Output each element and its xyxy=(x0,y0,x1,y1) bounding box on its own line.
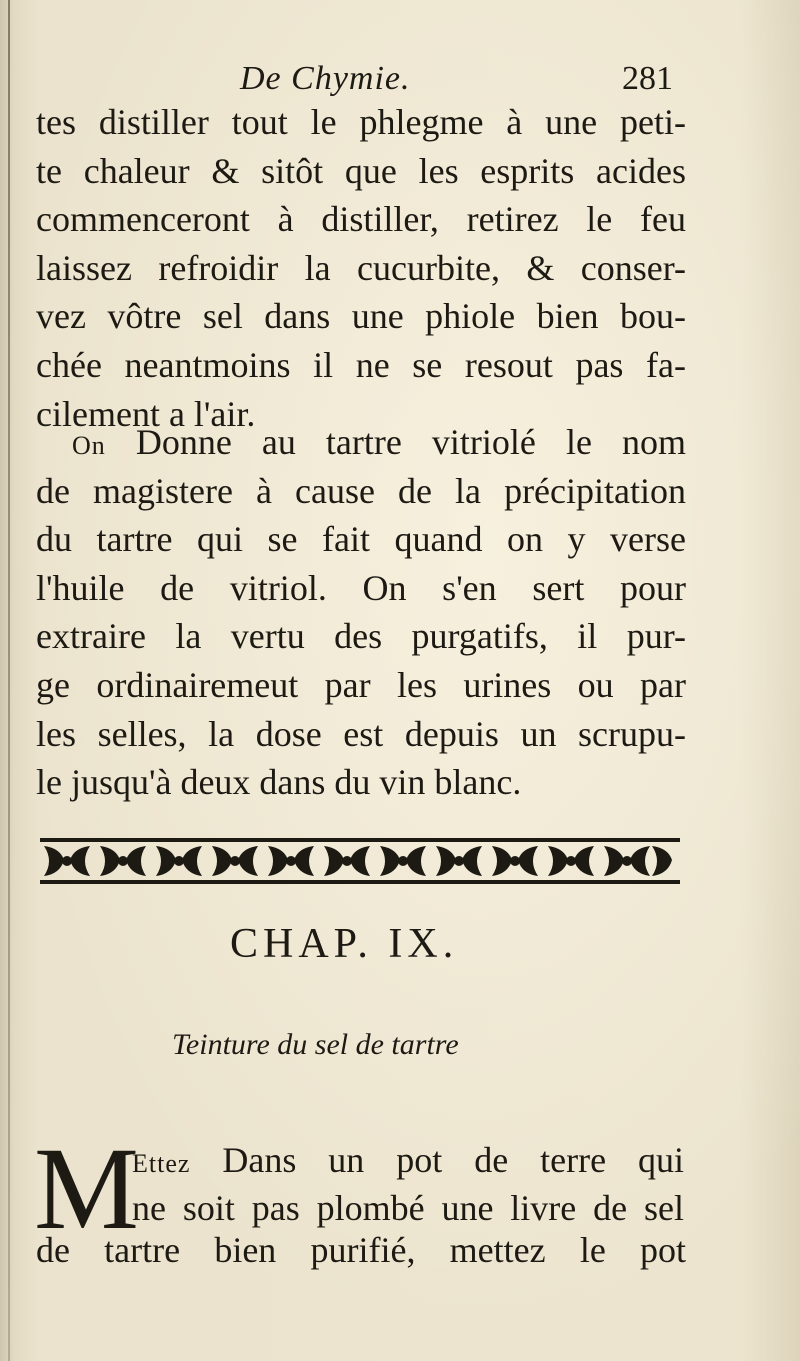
text-line-rest: Donne au tartre vitriolé le nom xyxy=(105,422,686,462)
chapter-subtitle: Teinture du sel de tartre xyxy=(172,1028,459,1061)
text-line: chée neantmoins il ne se resout pas fa- xyxy=(36,344,686,385)
paragraph-continued xyxy=(36,98,686,438)
text-line: vez vôtre sel dans une phiole bien bou- xyxy=(36,296,686,337)
text-line-rest: Dans un pot de terre qui xyxy=(190,1140,684,1180)
text-line: le jusqu'à deux dans du vin blanc. xyxy=(36,762,522,803)
text-line: l'huile de vitriol. On s'en sert pour xyxy=(36,567,686,608)
text-line: les selles, la dose est depuis un scrupu- xyxy=(36,713,686,754)
text-line: ne soit pas plombé une livre de sel xyxy=(132,1188,684,1228)
text-line-first xyxy=(36,418,686,467)
text-line-first xyxy=(132,1136,684,1184)
chapter-title: CHAP. IX. xyxy=(230,921,459,967)
printers-ornament-band xyxy=(40,832,680,890)
running-head: De Chymie. xyxy=(240,60,411,97)
page-number: 281 xyxy=(622,60,673,97)
text-line: tes distiller tout le phlegme à une peti- xyxy=(36,102,686,142)
text-line: te chaleur & sitôt que les esprits acides xyxy=(36,150,686,191)
text-line: ge ordinairemeut par les urines ou par xyxy=(36,664,686,705)
paragraph-teinture-full xyxy=(36,1226,686,1274)
text-line: laissez refroidir la cucurbite, & conser- xyxy=(36,247,686,288)
text-line: commenceront à distiller, retirez le feu xyxy=(36,199,686,240)
text-line: extraire la vertu des purgatifs, il pur- xyxy=(36,616,686,657)
text-line: du tartre qui se fait quand on y verse xyxy=(36,519,686,560)
binding-gutter xyxy=(8,0,10,1361)
small-caps-lead: On xyxy=(72,431,106,460)
paragraph-magistere xyxy=(36,418,686,807)
text-line: de magistere à cause de la précipitation xyxy=(36,470,686,511)
text-line: de tartre bien purifié, mettez le pot xyxy=(36,1230,686,1270)
small-caps-lead: Ettez xyxy=(132,1149,191,1178)
drop-cap: M xyxy=(34,1123,139,1254)
text-line: cilement a l'air. xyxy=(36,393,256,434)
paragraph-teinture-indented xyxy=(132,1136,684,1232)
